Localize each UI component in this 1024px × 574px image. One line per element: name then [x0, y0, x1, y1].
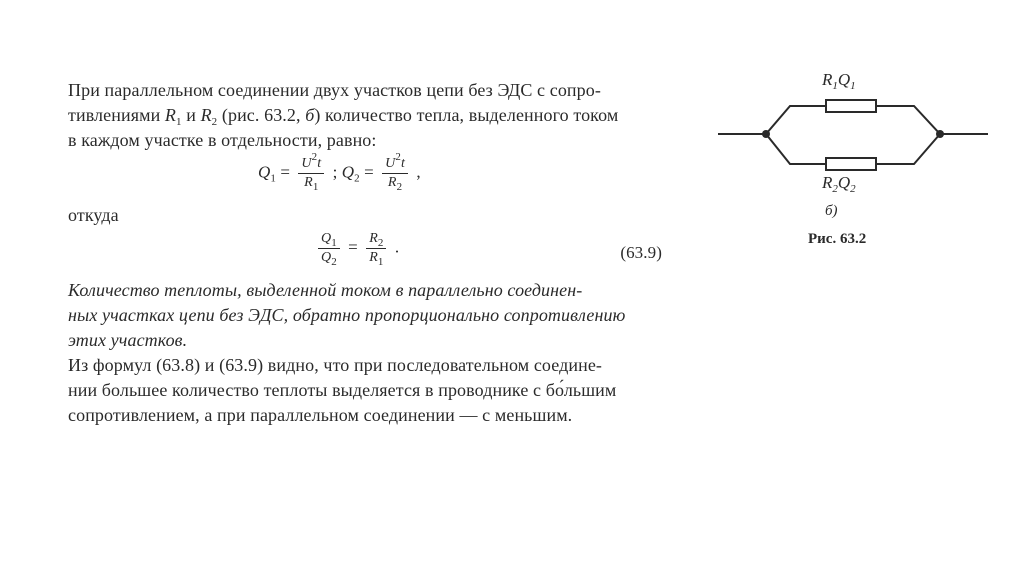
var-t: t [317, 156, 322, 171]
fraction-denominator [318, 249, 340, 267]
var-r: R [369, 250, 378, 265]
var-u-sup: 2 [311, 151, 318, 163]
para1-line1: При параллельном соединении двух участков цепи без ЭДС с сопро- [68, 80, 601, 100]
label-r2-q2 [822, 173, 856, 193]
var-r1: R [164, 105, 177, 125]
equation-number: (63.9) [620, 243, 662, 262]
para1-and: и [181, 105, 201, 125]
fraction-numerator [318, 230, 340, 248]
resistor-bottom [826, 158, 876, 170]
var-q: Q [321, 250, 332, 265]
var-r: R [304, 175, 313, 190]
fig-var-r-sub: 1 [832, 80, 838, 92]
node-left [762, 130, 770, 138]
para1-fig-ref-b: б [305, 105, 315, 125]
fig-var-q-sub: 2 [850, 183, 856, 195]
var-r2: R [200, 105, 212, 125]
para2-line2: ных участках цепи без ЭДС, обратно пропорционально сопротивлению [68, 305, 626, 325]
fraction-r2-r1 [366, 230, 386, 267]
var-r: R [387, 175, 397, 190]
var-r-sub: 1 [312, 181, 319, 193]
circuit-diagram [718, 68, 988, 258]
var-q-sub: 1 [331, 237, 337, 249]
var-r1-sub: 1 [176, 116, 182, 128]
fraction-denominator [382, 174, 408, 192]
var-t: t [400, 156, 405, 171]
para1-line2-end: ) количество тепла, выделенного током [314, 105, 619, 125]
formula-q1-sub: 1 [270, 172, 276, 185]
para3-line3: сопротивлением, а при параллельном соединении — с меньшим. [68, 405, 573, 425]
var-r2-sub: 2 [211, 116, 218, 128]
fig-var-r: R [822, 70, 833, 89]
fraction-denominator [366, 249, 386, 267]
fraction-denominator [298, 174, 324, 192]
fraction-numerator [298, 151, 324, 173]
para3-line1: Из формул (63.8) и (63.9) видно, что при последовательном соедине- [68, 355, 603, 375]
formula-q1-q2 [68, 153, 668, 203]
formula-separator: ; [328, 162, 342, 182]
para1-fig-ref: (рис. 63.2, [217, 105, 306, 125]
fig-var-r: R [822, 173, 833, 192]
var-u-sup: 2 [395, 151, 401, 163]
var-r: R [369, 231, 378, 246]
fraction-u2t-r2 [382, 151, 408, 193]
figure-sublabel: б) [825, 203, 838, 219]
para1-line2 [68, 103, 668, 128]
var-u: U [301, 156, 312, 171]
resistor-top [826, 100, 876, 112]
para2-line3: этих участков. [68, 330, 188, 350]
fig-var-r-sub: 2 [832, 183, 838, 195]
var-r-sub: 1 [377, 256, 384, 268]
formula-eq: = [276, 162, 295, 182]
figure-caption: Рис. 63.2 [808, 231, 867, 247]
fraction-q1-q2 [318, 230, 340, 267]
para2-line1: Количество теплоты, выделенной током в параллельно соединен- [68, 280, 583, 300]
formula-q1-q2-body [258, 151, 421, 193]
fraction-u2t-r1 [298, 151, 324, 193]
formula-63-9 [68, 228, 668, 278]
var-u: U [385, 156, 396, 171]
formula-q2-sub: 2 [354, 172, 360, 185]
formula-eq: = [359, 162, 379, 182]
fraction-numerator [366, 230, 386, 248]
para1-line2-start: тивлениями [68, 105, 165, 125]
formula-q2: Q [341, 162, 355, 182]
fig-var-q-sub: 1 [850, 80, 856, 92]
whence-word: откуда [68, 205, 119, 225]
para3-line2: нии большее количество теплоты выделяется в проводнике с бо́льшим [68, 380, 617, 400]
var-r-sub: 2 [396, 181, 403, 193]
var-q: Q [321, 231, 332, 246]
fig-var-q: Q [837, 173, 851, 192]
formula-eq: = [343, 237, 363, 257]
formula-end: . [390, 237, 400, 257]
formula-q1: Q [258, 162, 271, 182]
node-right [936, 130, 944, 138]
formula-end: , [411, 162, 421, 182]
text-block [68, 78, 668, 428]
fig-var-q: Q [837, 70, 851, 89]
fraction-numerator [382, 151, 408, 173]
formula-ratio [314, 230, 399, 267]
label-r1-q1 [822, 70, 856, 90]
var-r-sub: 2 [377, 237, 384, 249]
para1-line3: в каждом участке в отдельности, равно: [68, 130, 377, 150]
var-q-sub: 2 [331, 256, 337, 268]
